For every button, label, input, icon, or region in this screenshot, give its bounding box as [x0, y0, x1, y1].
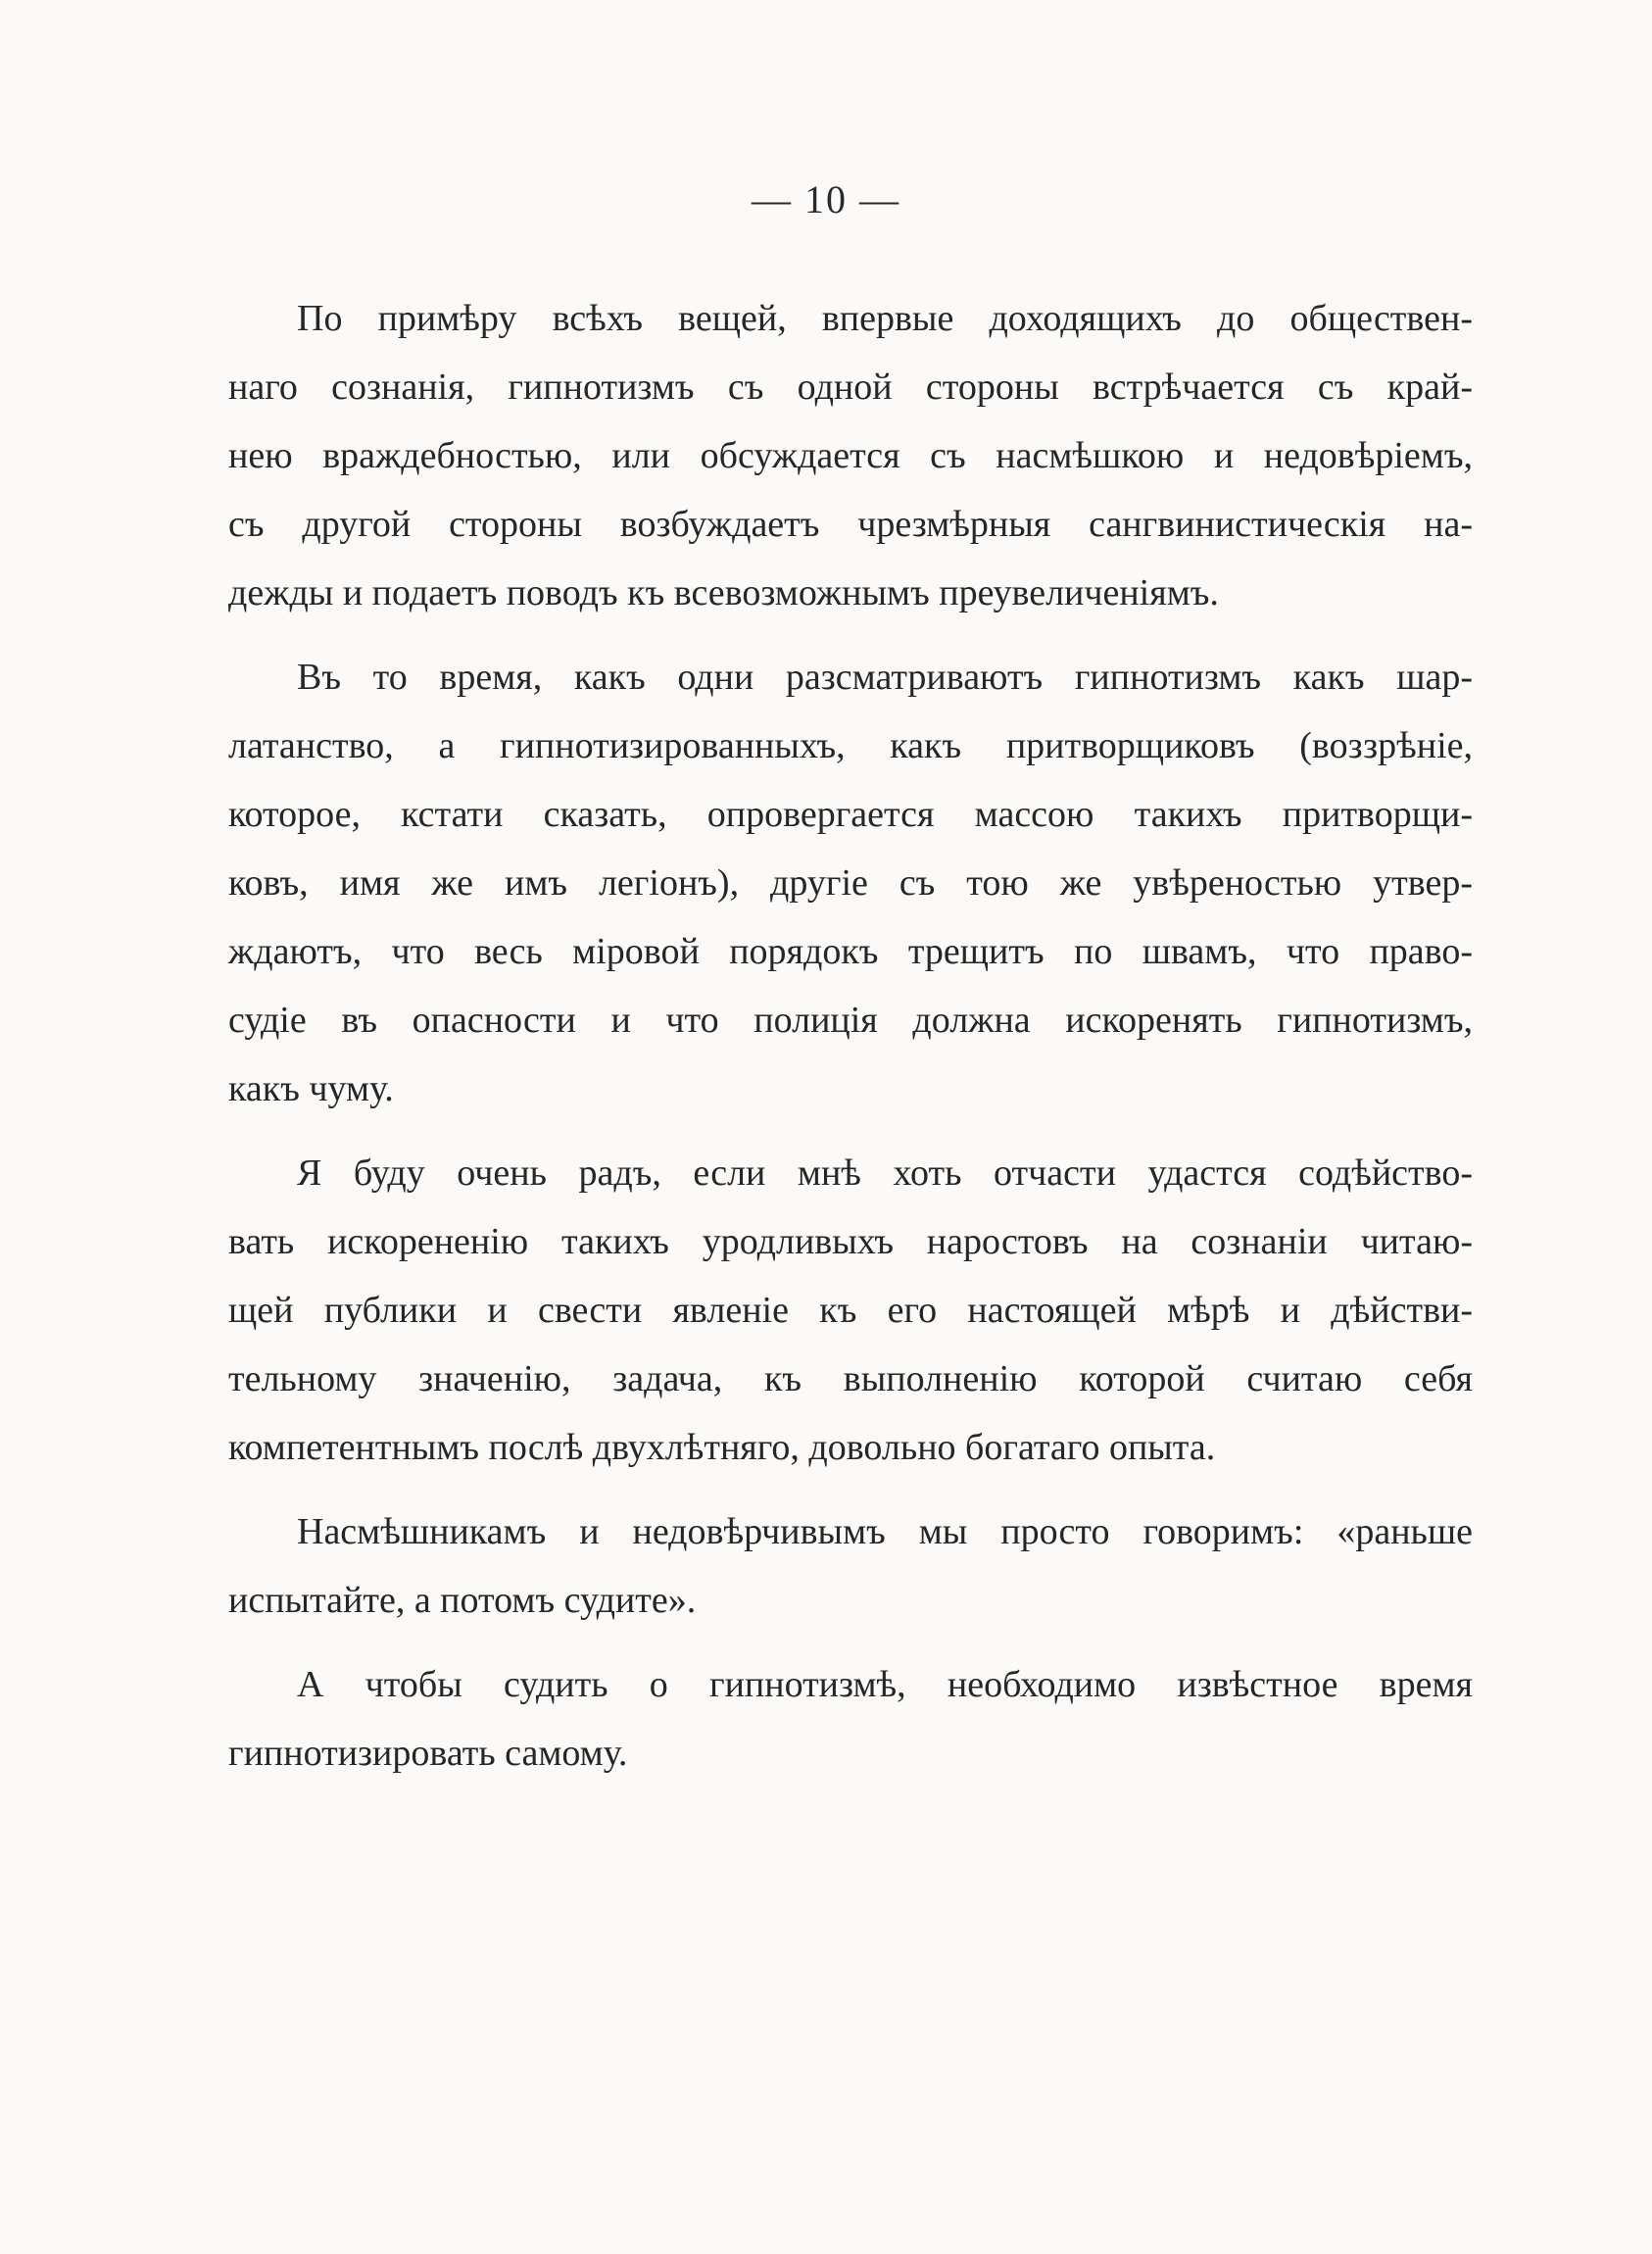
- text-line: испытайте, а потомъ судите».: [228, 1580, 697, 1621]
- text-line: съ другой стороны возбуждаетъ чрезмѣрныя сангвинистическія на-: [228, 504, 1473, 545]
- text-line: А чтобы судить о гипнотизмѣ, необходимо извѣстное время: [297, 1664, 1473, 1705]
- text-line: По примѣру всѣхъ вещей, впервые доходящихъ до обществен-: [297, 298, 1473, 339]
- text-line: тельному значенію, задача, къ выполненію которой считаю себя: [228, 1358, 1473, 1399]
- text-line: гипнотизировать самому.: [228, 1733, 628, 1774]
- text-line: которое, кстати сказать, опровергается массою такихъ притворщи-: [228, 794, 1473, 835]
- text-line: нею враждебностью, или обсуждается съ насмѣшкою и недовѣріемъ,: [228, 435, 1473, 476]
- text-line: ждаютъ, что весь міровой порядокъ трещитъ по швамъ, что право-: [228, 931, 1473, 972]
- text-line: компетентнымъ послѣ двухлѣтняго, довольно богатаго опыта.: [228, 1427, 1216, 1468]
- text-line: Насмѣшникамъ и недовѣрчивымъ мы просто говоримъ: «раньше: [297, 1511, 1473, 1552]
- text-line: Въ то время, какъ одни разсматриваютъ гипнотизмъ какъ шар-: [297, 657, 1473, 698]
- text-line: дежды и подаетъ поводъ къ всевозможнымъ преувеличеніямъ.: [228, 572, 1219, 613]
- text-line: наго сознанія, гипнотизмъ съ одной стороны встрѣчается съ край-: [228, 367, 1473, 408]
- body-text: [228, 284, 1473, 1788]
- text-line: щей публики и свести явленіе къ его настоящей мѣрѣ и дѣйстви-: [228, 1290, 1473, 1331]
- text-line: вать искорененію такихъ уродливыхъ наростовъ на сознаніи читаю-: [228, 1221, 1473, 1262]
- text-line: какъ чуму.: [228, 1068, 394, 1109]
- text-line: латанство, а гипнотизированныхъ, какъ притворщиковъ (воззрѣніе,: [228, 725, 1473, 766]
- text-line: судіе въ опасности и что полиція должна искоренять гипнотизмъ,: [228, 1000, 1473, 1041]
- page-number: — 10 —: [752, 177, 900, 221]
- text-line: ковъ, имя же имъ легіонъ), другіе съ тою же увѣреностью утвер-: [228, 862, 1473, 904]
- text-line: Я буду очень радъ, если мнѣ хоть отчасти удастся содѣйство-: [297, 1152, 1473, 1194]
